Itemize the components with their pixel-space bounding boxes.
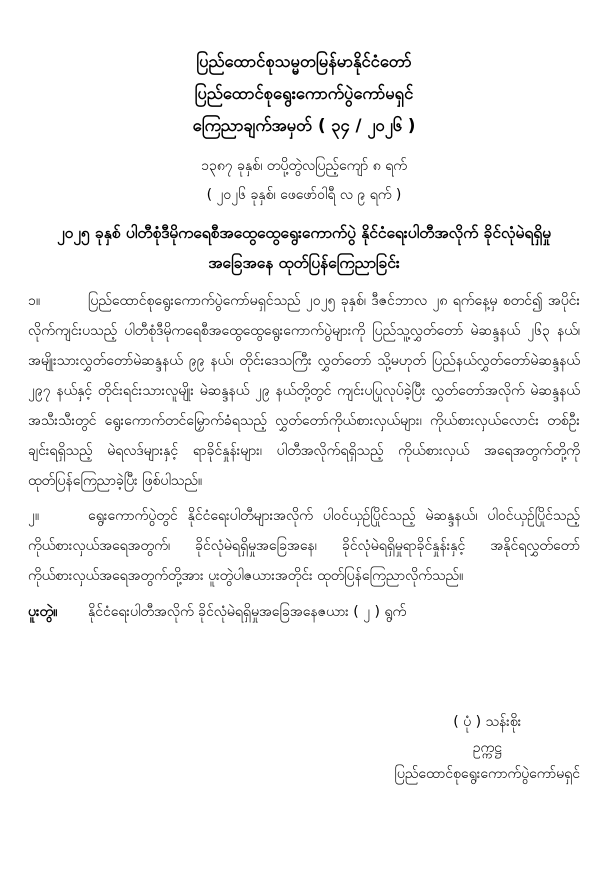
attachment-text: နိုင်ငံရေးပါတီအလိုက် ခိုင်လုံမဲရရှိမှုအခြေအနေဇယား ( ၂ ) ရွက် bbox=[88, 604, 407, 620]
signatory-title: ဥက္ကဋ္ဌ bbox=[472, 740, 502, 756]
signature-block bbox=[395, 709, 580, 787]
announcement-number: ကြေညာချက်အမှတ် ( ၃၄ / ၂၀၂၆ ) bbox=[192, 116, 416, 135]
date-block bbox=[28, 152, 580, 210]
document-body bbox=[28, 286, 580, 627]
subject-heading bbox=[28, 218, 580, 278]
paragraph-2 bbox=[28, 501, 580, 591]
commission-title: ပြည်ထောင်စုရွေးကောက်ပွဲကော်မရှင် bbox=[194, 84, 414, 103]
paragraph-1-number: ၁။ bbox=[28, 293, 41, 309]
attachment-label: ပူးတွဲ။ bbox=[28, 604, 58, 620]
subject-line-2: အခြေအနေ ထုတ်ပြန်ကြေညာခြင်း bbox=[208, 254, 400, 272]
subject-line-1: ၂၀၂၅ ခုနှစ် ပါတီစုံဒီမိုကရေစီအထွေထွေရွေးကောက်ပွဲ နိုင်ငံရေးပါတီအလိုက် ခိုင်လုံမဲရရှိမှု bbox=[56, 224, 552, 242]
document-header bbox=[28, 46, 580, 278]
paragraph-2-number: ၂။ bbox=[28, 508, 40, 524]
signatory-organization: ပြည်ထောင်စုရွေးကောက်ပွဲကော်မရှင် bbox=[394, 766, 580, 782]
paragraph-1-text: ပြည်ထောင်စုရွေးကောက်ပွဲကော်မရှင်သည် ၂၀၂၅ ခုနှစ်၊ ဒီဇင်ဘာလ ၂၈ ရက်နေ့မှ စတင်၍ အပိုင်းလိုက်ကျင်းပသည့် ပါတီစုံဒီမိုကရေစီအထွေထွေရွေးကောက်ပွဲများကို ပြည်သူ့လွှတ်တော် မဲဆန္ဒနယ် ၂၆၃ နယ်၊ အမျိုးသားလွှတ်တော်မဲဆန္ဒနယ် ၉၉ နယ်၊ တိုင်းဒေသကြီး လွှတ်တော် သို့မဟုတ် ပြည်နယ်လွှတ်တော်မဲဆန္ဒနယ် ၂၉၇ နယ်နှင့် တိုင်းရင်းသားလူမျိုး မဲဆန္ဒနယ် ၂၉ နယ်တို့တွင် ကျင်းပပြုလုပ်ခဲ့ပြီး လွှတ်တော်အလိုက် မဲဆန္ဒနယ်အသီးသီးတွင် ရွေးကောက်တင်မြှောက်ခံရသည့် လွှတ်တော်ကိုယ်စားလှယ်များ၊ ကိုယ်စားလှယ်လောင်း တစ်ဦးချင်းရရှိသည့် မဲရလဒ်များနှင့် ရာခိုင်နှုန်းများ၊ ပါတီအလိုက်ရရှိသည့် ကိုယ်စားလှယ် အရေအတွက်တို့ကို ထုတ်ပြန်ကြေညာခဲ့ပြီး ဖြစ်ပါသည်။ bbox=[28, 293, 580, 489]
signatory-name: ( ပုံ ) သန်းစိုး bbox=[453, 714, 522, 730]
paragraph-1 bbox=[28, 286, 580, 496]
attachment-line bbox=[28, 597, 580, 627]
state-title: ပြည်ထောင်စုသမ္မတမြန်မာနိုင်ငံတော် bbox=[196, 52, 412, 71]
gregorian-date: ( ၂၀၂၆ ခုနှစ်၊ ဖေဖော်ဝါရီ လ ၉ ရက် ) bbox=[206, 187, 402, 203]
paragraph-2-text: ရွေးကောက်ပွဲတွင် နိုင်ငံရေးပါတီများအလိုက် ပါဝင်ယှဉ်ပြိုင်သည့် မဲဆန္ဒနယ်၊ ပါဝင်ယှဉ်ပြိုင်သည့် ကိုယ်စားလှယ်အရေအတွက်၊ ခိုင်လုံမဲရရှိမှုအခြေအနေ၊ ခိုင်လုံမဲရရှိမှုရာခိုင်နှုန်းနှင့် အနိုင်ရလွှတ်တော်ကိုယ်စားလှယ်အရေအတွက်တို့အား ပူးတွဲပါဇယားအတိုင်း ထုတ်ပြန်ကြေညာလိုက်သည်။ bbox=[28, 508, 580, 584]
myanmar-calendar-date: ၁၃၈၇ ခုနှစ်၊ တပို့တွဲလပြည့်ကျော် ၈ ရက် bbox=[201, 158, 407, 174]
